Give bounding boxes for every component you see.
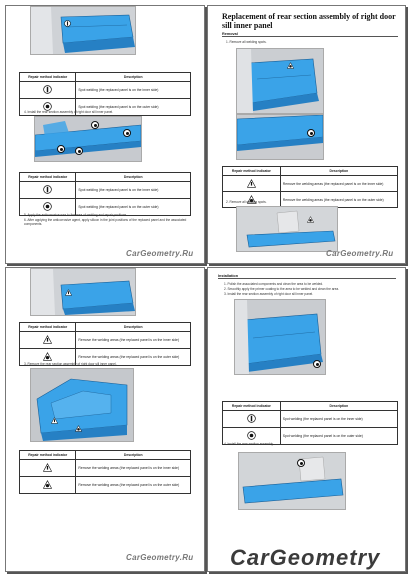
spot-weld-target-icon <box>313 360 321 368</box>
row-description: Remove the welding areas (the replaced panel is on the inner side) <box>76 332 191 349</box>
figure-removal-4 <box>30 368 134 442</box>
spot-weld-target-icon <box>43 202 52 211</box>
col-indicator-header: Repair method indicator <box>223 167 281 176</box>
watermark-small: CarGeometry.Ru <box>126 249 194 258</box>
section-installation: Installation <box>218 274 396 279</box>
row-description: Remove the welding areas (the replaced panel is on the outer side) <box>280 192 397 208</box>
col-description-header: Description <box>280 402 397 411</box>
install-illustration-2 <box>239 453 345 509</box>
watermark-small: CarGeometry.Ru <box>326 249 394 258</box>
col-indicator-header: Repair method indicator <box>20 73 76 82</box>
removal-illustration-2 <box>237 115 323 159</box>
col-description-header: Description <box>76 323 191 332</box>
figure-sill-weld <box>34 116 142 162</box>
remove-weld-hatched-icon <box>287 62 294 69</box>
row-description: Spot welding (the replaced panel is on the outer side) <box>76 199 191 216</box>
sill-weld-illustration <box>35 117 141 161</box>
spot-weld-target-icon <box>307 129 315 137</box>
spot-weld-target-icon <box>297 459 305 467</box>
removal-illustration-4 <box>31 369 133 441</box>
repair-table-4 <box>19 322 191 366</box>
step-6: 6. After applying the anticorrosive agent, apply silicon in the joint positions of the replaced panel and the associated components. <box>24 218 187 227</box>
row-description: Spot welding (the replaced panel is on the inner side) <box>76 82 191 99</box>
row-description: Remove the welding areas (the replaced panel is on the inner side) <box>76 460 191 477</box>
spot-weld-hole-icon <box>64 20 71 27</box>
repair-table-2 <box>19 172 191 216</box>
repair-table-6 <box>222 401 398 445</box>
spot-weld-hole-icon <box>247 414 256 423</box>
step-5: 5. Apply the anticorrosive wax to the area of welding and repair positions. <box>24 213 128 217</box>
manual-page-1 <box>5 5 205 264</box>
step-1: 1. Polish the associated components and clean the area to be welded. <box>224 282 324 286</box>
spot-weld-hole-icon <box>43 85 52 94</box>
row-description: Remove the welding areas (the replaced panel is on the inner side) <box>280 176 397 192</box>
spot-weld-hole-icon <box>43 185 52 194</box>
remove-weld-triangle-icon <box>65 289 72 296</box>
row-description: Spot welding (the replaced panel is on the inner side) <box>280 411 397 428</box>
manual-page-2 <box>207 5 406 264</box>
row-description: Spot welding (the replaced panel is on the inner side) <box>76 182 191 199</box>
row-description: Spot welding (the replaced panel is on the outer side) <box>280 428 397 445</box>
remove-weld-triangle-icon <box>43 463 52 472</box>
figure-removal-2 <box>236 114 324 160</box>
row-description: Remove the welding areas (the replaced panel is on the outer side) <box>76 349 191 366</box>
remove-weld-triangle-icon <box>43 335 52 344</box>
col-indicator-header: Repair method indicator <box>223 402 281 411</box>
step-3: 3. Install the rear section assembly of right door sill inner panel. <box>224 292 314 296</box>
spot-weld-target-icon <box>247 431 256 440</box>
sill-bottom-illustration <box>31 269 135 315</box>
spot-weld-target-icon <box>75 147 83 155</box>
step-2: 2. Smoothly apply the primer coating to the area to be welded and clean the area. <box>224 287 339 291</box>
spot-weld-target-icon <box>91 121 99 129</box>
col-indicator-header: Repair method indicator <box>20 323 76 332</box>
removal-illustration-3 <box>237 207 337 251</box>
figure-removal-1 <box>236 48 324 114</box>
remove-weld-hatched-icon <box>75 425 82 432</box>
section-removal: Removal <box>222 32 398 37</box>
row-description: Remove the welding areas (the replaced panel is on the outer side) <box>76 477 191 494</box>
step-2: 2. Remove all welding spots. <box>226 200 267 204</box>
spot-weld-target-icon <box>123 129 131 137</box>
col-description-header: Description <box>76 173 191 182</box>
step-1: 1. Remove all welding spots. <box>226 40 267 44</box>
col-description-header: Description <box>76 73 191 82</box>
step-3: 3. Remove the rear section assembly of right door sill inner panel. <box>24 362 117 366</box>
remove-weld-triangle-icon <box>51 417 58 424</box>
col-indicator-header: Repair method indicator <box>20 451 76 460</box>
row-description: Spot welding (the replaced panel is on the outer side) <box>76 99 191 116</box>
remove-weld-hatched-icon <box>307 216 314 223</box>
figure-install-1 <box>234 299 326 375</box>
remove-weld-triangle-icon <box>247 179 256 188</box>
col-description-header: Description <box>280 167 397 176</box>
page-title: Replacement of rear section assembly of right door sill inner panel <box>222 12 396 30</box>
remove-weld-hatched-icon <box>43 352 52 361</box>
watermark-small: CarGeometry.Ru <box>126 553 194 562</box>
figure-install-2 <box>238 452 346 510</box>
col-indicator-header: Repair method indicator <box>20 173 76 182</box>
repair-table-5 <box>19 450 191 494</box>
sill-illustration <box>31 7 135 54</box>
remove-weld-hatched-icon <box>43 480 52 489</box>
install-illustration-1 <box>235 300 325 374</box>
spot-weld-target-icon <box>57 145 65 153</box>
figure-sill-top <box>30 6 136 55</box>
manual-page-3 <box>5 267 205 572</box>
figure-removal-3 <box>236 206 338 252</box>
step-4: 4. Install the rear section assembly of right door sill inner panel. <box>24 110 114 114</box>
step-4: 4. Install the rear section assembly. <box>224 442 274 446</box>
watermark-large: CarGeometry <box>230 545 381 570</box>
col-description-header: Description <box>76 451 191 460</box>
figure-sill-bottom <box>30 268 136 316</box>
manual-page-4 <box>207 267 406 572</box>
removal-illustration-1 <box>237 49 323 113</box>
